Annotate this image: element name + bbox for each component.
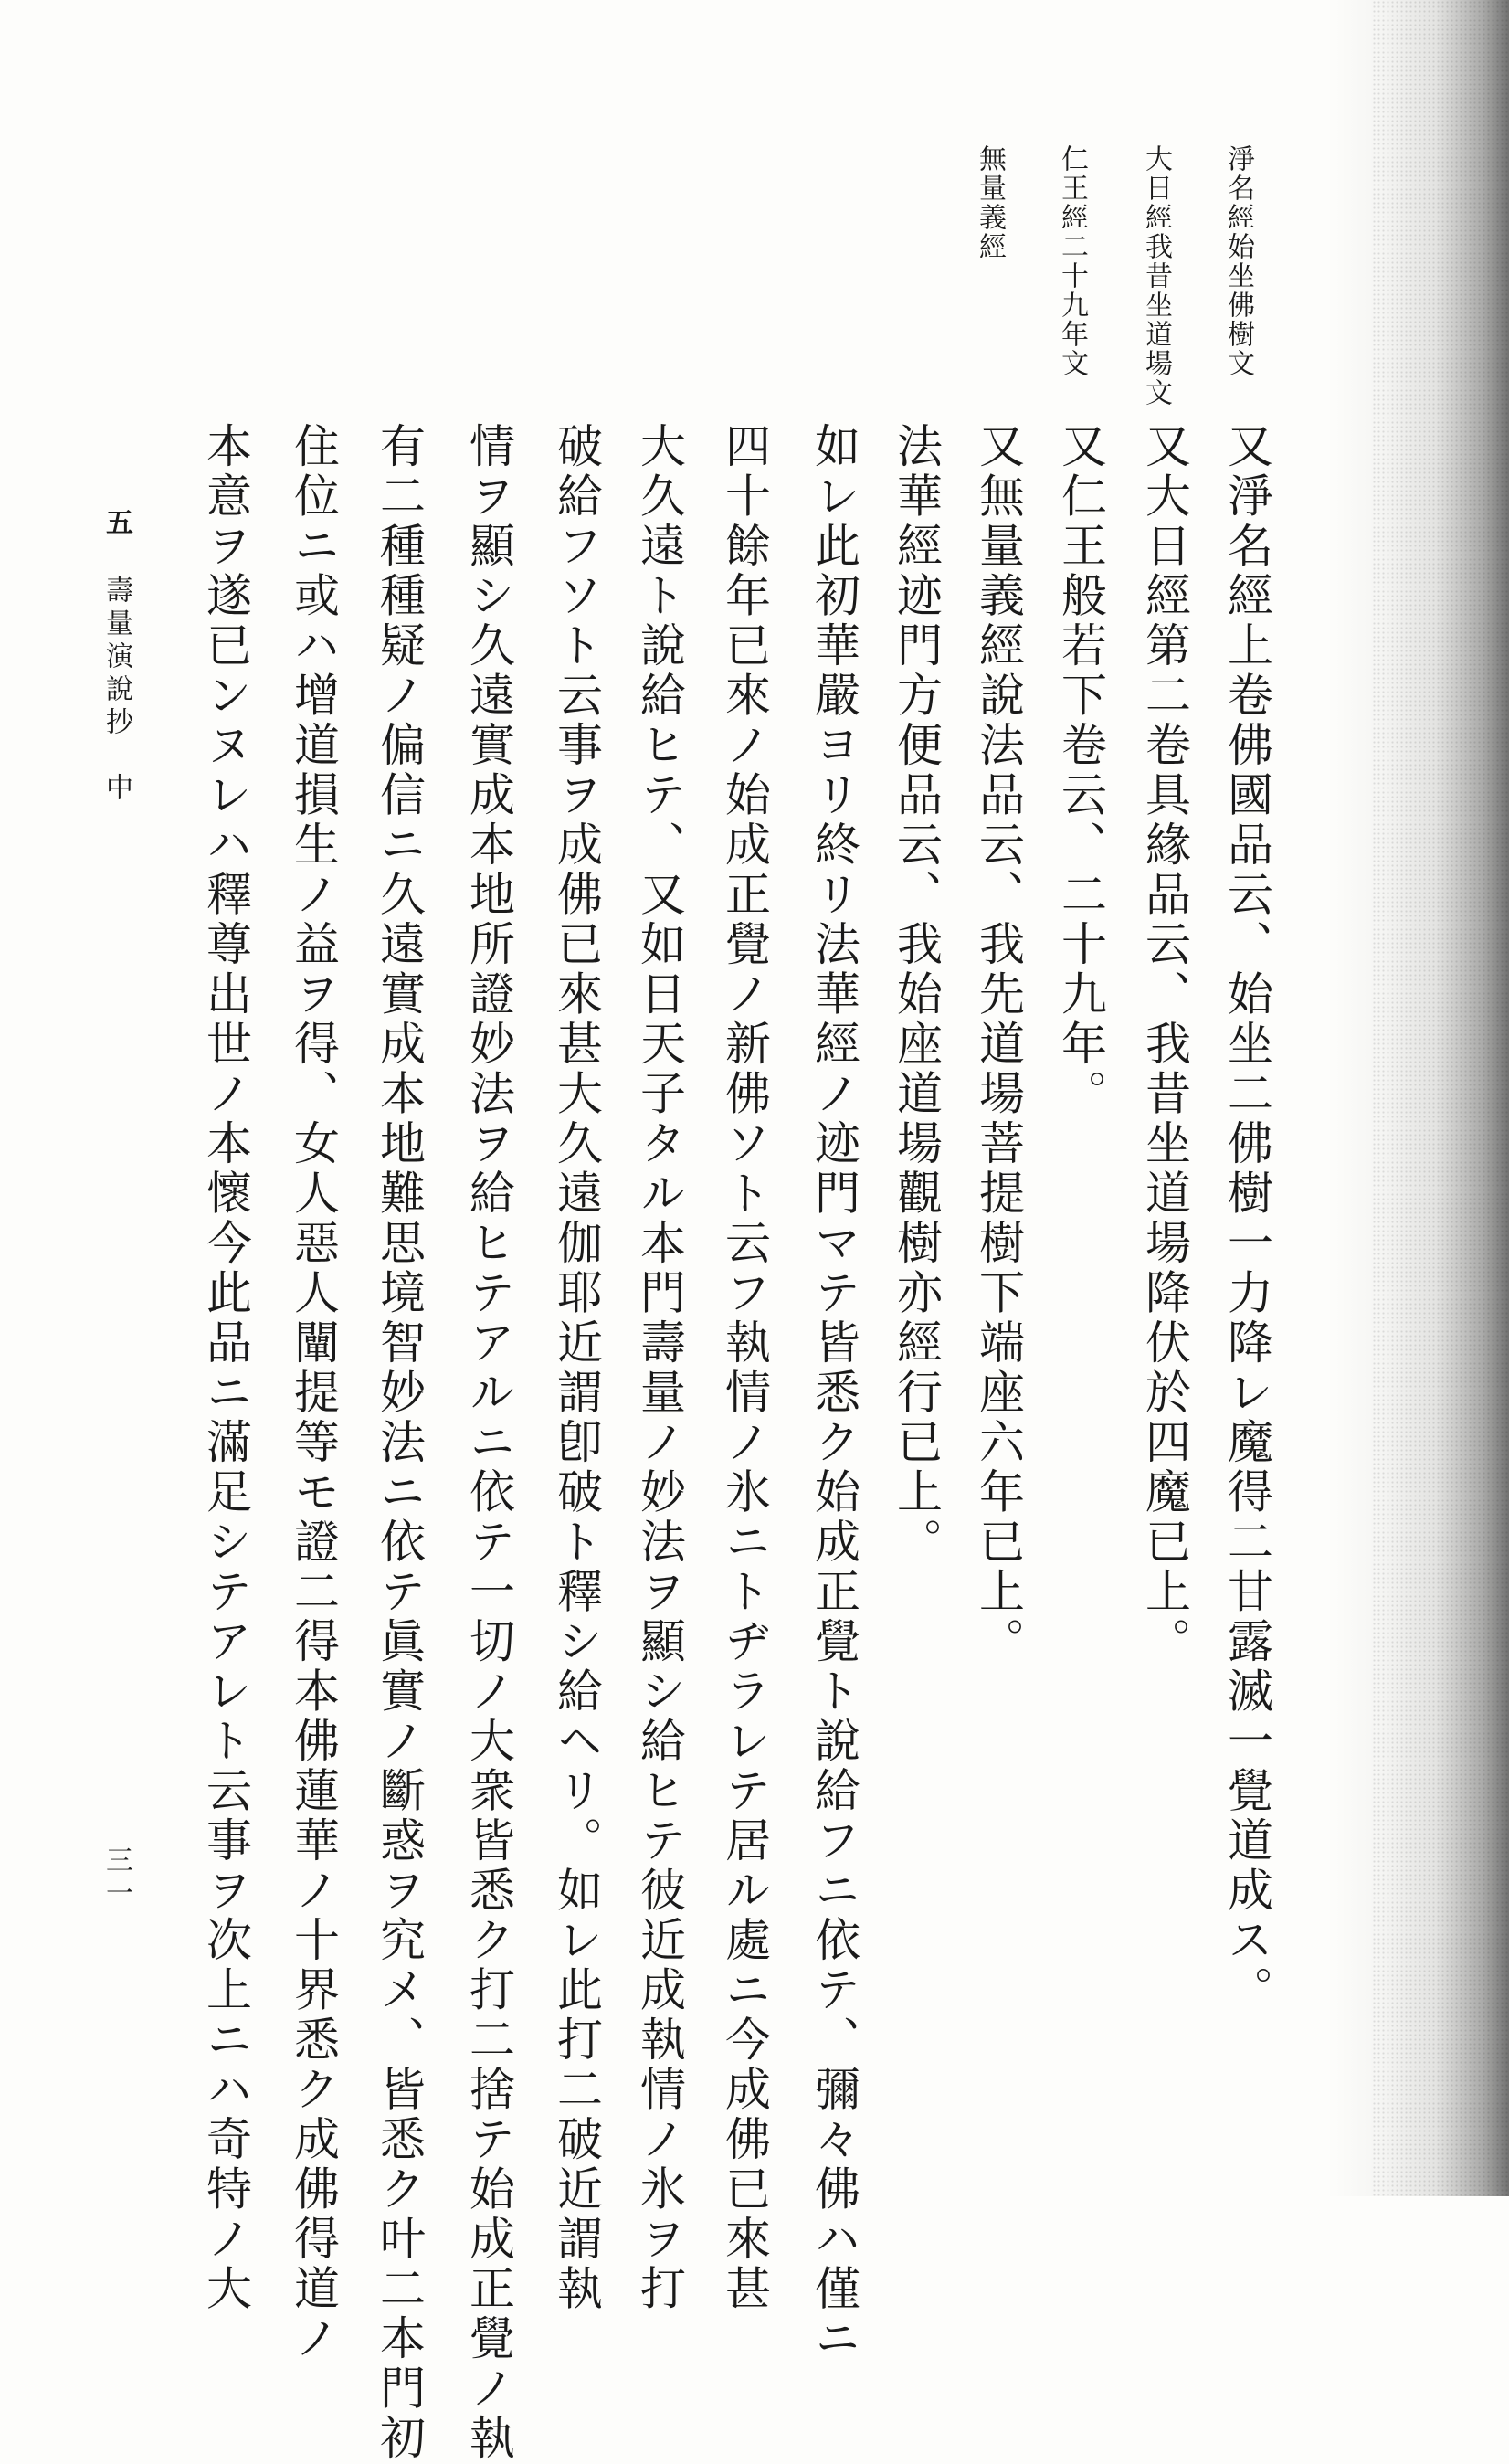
body-column-8: 大久遠ト說給ヒテ、又如日天子タル本門壽量ノ妙法ヲ顯シ給ヒテ彼近成執情ノ氷ヲ打 — [633, 422, 686, 2314]
book-title: 壽量演說抄 中 — [100, 576, 132, 806]
section-number: 五 — [100, 508, 132, 541]
body-column-7: 四十餘年已來ノ始成正覺ノ新佛ソト云フ執情ノ氷ニトヂラレテ居ル處ニ今成佛已來甚 — [718, 422, 771, 2314]
body-column-1: 又淨名經上卷佛國品云、始坐二佛樹一力降レ魔得二甘露滅一覺道成ス。 — [1220, 422, 1273, 2015]
marginal-note-1: 淨名經始坐佛樹文 — [1222, 144, 1254, 378]
body-column-4: 又無量義經說法品云、我先道場菩提樹下端座六年已上。 — [972, 422, 1025, 1667]
page-number: 三一 — [100, 1845, 132, 1911]
marginal-note-2: 大日經我昔坐道場文 — [1140, 144, 1172, 407]
body-column-9: 破給フソト云事ヲ成佛已來甚大久遠伽耶近謂卽破ト釋シ給ヘリ。如レ此打二破近謂執 — [550, 422, 603, 2314]
body-column-13: 本意ヲ遂已ンヌレハ釋尊出世ノ本懷今此品ニ滿足シテアレト云事ヲ次上ニハ奇特ノ大 — [199, 422, 252, 2314]
body-column-3: 又仁王般若下卷云、二十九年。 — [1054, 422, 1107, 1119]
body-column-6: 如レ此初華嚴ヨリ終リ法華經ノ迹門マテ皆悉ク始成正覺ト說給フニ依テ、彌々佛ハ僅ニ — [807, 422, 860, 2364]
body-column-10: 情ヲ顯シ久遠實成本地所證妙法ヲ給ヒテアルニ依テ一切ノ大衆皆悉ク打二捨テ始成正覺ノ執 — [462, 422, 515, 2464]
marginal-note-4: 無量義經 — [974, 144, 1006, 261]
body-column-12: 住位ニ或ハ增道損生ノ益ヲ得、女人惡人闡提等モ證二得本佛蓮華ノ十界悉ク成佛得道ノ — [287, 422, 340, 2364]
scanned-page-edge-texture — [1372, 0, 1509, 2196]
marginal-note-3: 仁王經二十九年文 — [1056, 144, 1088, 378]
body-column-11: 有二種種疑ノ偏信ニ久遠實成本地難思境智妙法ニ依テ眞實ノ斷惑ヲ究メ、皆悉ク叶二本門初 — [373, 422, 426, 2464]
body-column-5: 法華經迹門方便品云、我始座道場觀樹亦經行已上。 — [890, 422, 943, 1568]
body-column-2: 又大日經第二卷具緣品云、我昔坐道場降伏於四魔已上。 — [1138, 422, 1191, 1667]
